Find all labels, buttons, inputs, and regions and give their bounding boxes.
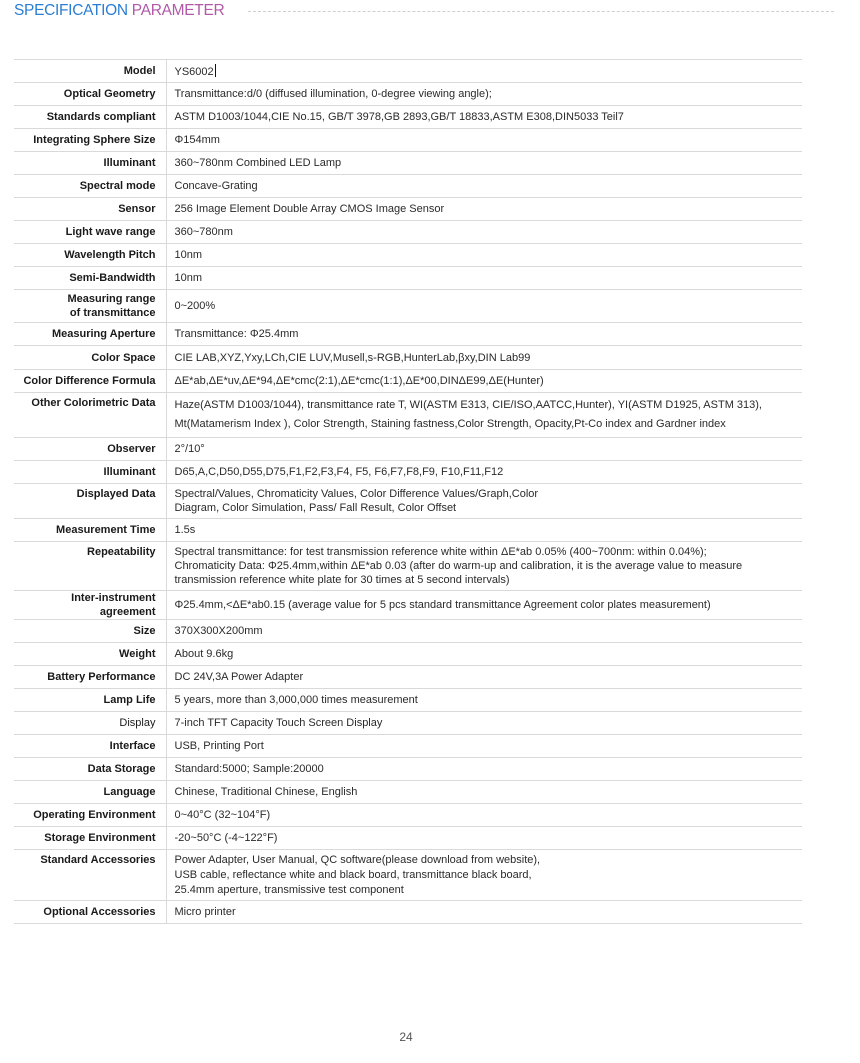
spec-label: Lamp Life bbox=[14, 689, 166, 712]
spec-row-color-difference bbox=[14, 370, 802, 393]
spec-row-spectral-mode bbox=[14, 175, 802, 198]
spec-label: Displayed Data bbox=[14, 484, 166, 519]
section-title-part2: PARAMETER bbox=[127, 2, 225, 19]
spec-value: Chinese, Traditional Chinese, English bbox=[166, 781, 802, 804]
spec-row-optional-accessories bbox=[14, 901, 802, 924]
spec-row-display bbox=[14, 712, 802, 735]
spec-label: Size bbox=[14, 620, 166, 643]
spec-value-line: Spectral/Values, Chromaticity Values, Color Difference Values/Graph,Color bbox=[174, 488, 539, 500]
text-cursor bbox=[215, 64, 216, 77]
spec-row-repeatability bbox=[14, 542, 802, 591]
spec-value: 5 years, more than 3,000,000 times measurement bbox=[166, 689, 802, 712]
spec-row-sphere-size bbox=[14, 129, 802, 152]
spec-row-model bbox=[14, 60, 802, 83]
spec-value-line: Spectral transmittance: for test transmission reference white within ΔE*ab 0.05% (400~700nm: within 0.04%); bbox=[174, 546, 707, 558]
spec-row-color-space bbox=[14, 346, 802, 370]
spec-value: D65,A,C,D50,D55,D75,F1,F2,F3,F4, F5, F6,F7,F8,F9, F10,F11,F12 bbox=[166, 461, 802, 484]
spec-label: Measurement Time bbox=[14, 519, 166, 542]
spec-value-line: Mt(Matamerism Index ), Color Strength, Staining fastness,Color Strength, Opacity,Pt-Co index and Gardner index bbox=[174, 418, 726, 430]
spec-label: Operating Environment bbox=[14, 804, 166, 827]
spec-value-multiline bbox=[166, 393, 802, 438]
spec-label: Color Difference Formula bbox=[14, 370, 166, 393]
spec-label: Inter-instrument agreement bbox=[14, 591, 166, 620]
spec-value-line: Diagram, Color Simulation, Pass/ Fall Result, Color Offset bbox=[174, 502, 457, 514]
spec-value: About 9.6kg bbox=[166, 643, 802, 666]
spec-label: Sensor bbox=[14, 198, 166, 221]
spec-label: Other Colorimetric Data bbox=[14, 393, 166, 438]
spec-row-optical-geometry bbox=[14, 83, 802, 106]
spec-value-line: USB cable, reflectance white and black board, transmittance black board, bbox=[174, 869, 532, 881]
spec-label: Integrating Sphere Size bbox=[14, 129, 166, 152]
spec-row-data-storage bbox=[14, 758, 802, 781]
spec-label: Weight bbox=[14, 643, 166, 666]
spec-row-inter-instrument bbox=[14, 591, 802, 620]
spec-row-standard-accessories bbox=[14, 850, 802, 901]
spec-label: Measuring Aperture bbox=[14, 323, 166, 346]
spec-row-illuminant-list bbox=[14, 461, 802, 484]
spec-row-light-wave-range bbox=[14, 221, 802, 244]
spec-value: Concave-Grating bbox=[166, 175, 802, 198]
spec-row-weight bbox=[14, 643, 802, 666]
spec-label: Wavelength Pitch bbox=[14, 244, 166, 267]
section-title bbox=[14, 2, 224, 20]
spec-row-semi-bandwidth bbox=[14, 267, 802, 290]
spec-label: Standards compliant bbox=[14, 106, 166, 129]
spec-label: Optical Geometry bbox=[14, 83, 166, 106]
spec-label: Light wave range bbox=[14, 221, 166, 244]
spec-value-text: YS6002 bbox=[174, 65, 214, 78]
spec-value: ΔE*ab,ΔE*uv,ΔE*94,ΔE*cmc(2:1),ΔE*cmc(1:1),ΔE*00,DINΔE99,ΔE(Hunter) bbox=[166, 370, 802, 393]
spec-row-battery bbox=[14, 666, 802, 689]
spec-label: Standard Accessories bbox=[14, 850, 166, 901]
page-number: 24 bbox=[399, 1030, 413, 1044]
section-title-part1: SPECIFICATION bbox=[14, 2, 128, 19]
spec-label: Color Space bbox=[14, 346, 166, 370]
spec-value-line: Power Adapter, User Manual, QC software(please download from website), bbox=[174, 854, 541, 866]
spec-row-operating-env bbox=[14, 804, 802, 827]
spec-label: Storage Environment bbox=[14, 827, 166, 850]
spec-value-model bbox=[166, 60, 802, 83]
spec-value: USB, Printing Port bbox=[166, 735, 802, 758]
header-dashed-rule bbox=[248, 11, 834, 12]
spec-value: ASTM D1003/1044,CIE No.15, GB/T 3978,GB 2893,GB/T 18833,ASTM E308,DIN5033 Teil7 bbox=[166, 106, 802, 129]
spec-value-line: Chromaticity Data: Φ25.4mm,within ΔE*ab 0.03 (after do warm-up and calibration, it is the average value to measure bbox=[174, 560, 743, 572]
spec-value: Transmittance:d/0 (diffused illumination, 0-degree viewing angle); bbox=[166, 83, 802, 106]
spec-label: Semi-Bandwidth bbox=[14, 267, 166, 290]
spec-label: Optional Accessories bbox=[14, 901, 166, 924]
spec-row-measuring-range bbox=[14, 290, 802, 323]
spec-value-multiline bbox=[166, 542, 802, 591]
spec-label: Illuminant bbox=[14, 152, 166, 175]
spec-label: Repeatability bbox=[14, 542, 166, 591]
spec-row-sensor bbox=[14, 198, 802, 221]
spec-value-line: transmission reference white plate for 30 times at 5 second intervals) bbox=[174, 574, 510, 586]
spec-row-interface bbox=[14, 735, 802, 758]
spec-value: 2°/10° bbox=[166, 438, 802, 461]
spec-value: CIE LAB,XYZ,Yxy,LCh,CIE LUV,Musell,s-RGB,HunterLab,βxy,DIN Lab99 bbox=[166, 346, 802, 370]
spec-row-lamp-life bbox=[14, 689, 802, 712]
spec-value-line: Haze(ASTM D1003/1044), transmittance rate T, WI(ASTM E313, CIE/ISO,AATCC,Hunter), YI(ASTM D1925, ASTM 313), bbox=[174, 399, 762, 411]
spec-row-storage-env bbox=[14, 827, 802, 850]
spec-value: 1.5s bbox=[166, 519, 802, 542]
spec-value-multiline bbox=[166, 484, 802, 519]
spec-label: Data Storage bbox=[14, 758, 166, 781]
spec-value-line: 25.4mm aperture, transmissive test component bbox=[174, 884, 404, 896]
spec-value: 10nm bbox=[166, 267, 802, 290]
spec-value: 256 Image Element Double Array CMOS Image Sensor bbox=[166, 198, 802, 221]
spec-value: Micro printer bbox=[166, 901, 802, 924]
spec-label-line: Measuring range bbox=[67, 293, 156, 305]
spec-row-observer bbox=[14, 438, 802, 461]
spec-value: 0~40°C (32~104°F) bbox=[166, 804, 802, 827]
spec-value: 360~780nm bbox=[166, 221, 802, 244]
spec-value: 10nm bbox=[166, 244, 802, 267]
spec-value: DC 24V,3A Power Adapter bbox=[166, 666, 802, 689]
spec-row-illuminant-lamp bbox=[14, 152, 802, 175]
spec-label: Spectral mode bbox=[14, 175, 166, 198]
spec-row-standards bbox=[14, 106, 802, 129]
spec-label: Model bbox=[14, 60, 166, 83]
spec-row-language bbox=[14, 781, 802, 804]
spec-value: 370X300X200mm bbox=[166, 620, 802, 643]
spec-label: Interface bbox=[14, 735, 166, 758]
spec-row-size bbox=[14, 620, 802, 643]
section-header bbox=[14, 2, 834, 22]
spec-row-other-colorimetric bbox=[14, 393, 802, 438]
spec-row-displayed-data bbox=[14, 484, 802, 519]
spec-value: Standard:5000; Sample:20000 bbox=[166, 758, 802, 781]
spec-value: Φ25.4mm,<ΔE*ab0.15 (average value for 5 pcs standard transmittance Agreement color plates measurement) bbox=[166, 591, 802, 620]
spec-label: Battery Performance bbox=[14, 666, 166, 689]
spec-value: Φ154mm bbox=[166, 129, 802, 152]
spec-label: Observer bbox=[14, 438, 166, 461]
spec-value: Transmittance: Φ25.4mm bbox=[166, 323, 802, 346]
spec-label: Display bbox=[14, 712, 166, 735]
spec-value: 7-inch TFT Capacity Touch Screen Display bbox=[166, 712, 802, 735]
spec-table bbox=[14, 59, 802, 924]
spec-row-measuring-aperture bbox=[14, 323, 802, 346]
spec-row-measurement-time bbox=[14, 519, 802, 542]
spec-label: Illuminant bbox=[14, 461, 166, 484]
spec-value: 0~200% bbox=[166, 290, 802, 323]
spec-row-wavelength-pitch bbox=[14, 244, 802, 267]
spec-label-measuring-range bbox=[14, 290, 166, 323]
spec-label: Language bbox=[14, 781, 166, 804]
spec-value-multiline bbox=[166, 850, 802, 901]
spec-value: 360~780nm Combined LED Lamp bbox=[166, 152, 802, 175]
spec-label-line: of transmittance bbox=[69, 307, 156, 319]
spec-value: -20~50°C (-4~122°F) bbox=[166, 827, 802, 850]
